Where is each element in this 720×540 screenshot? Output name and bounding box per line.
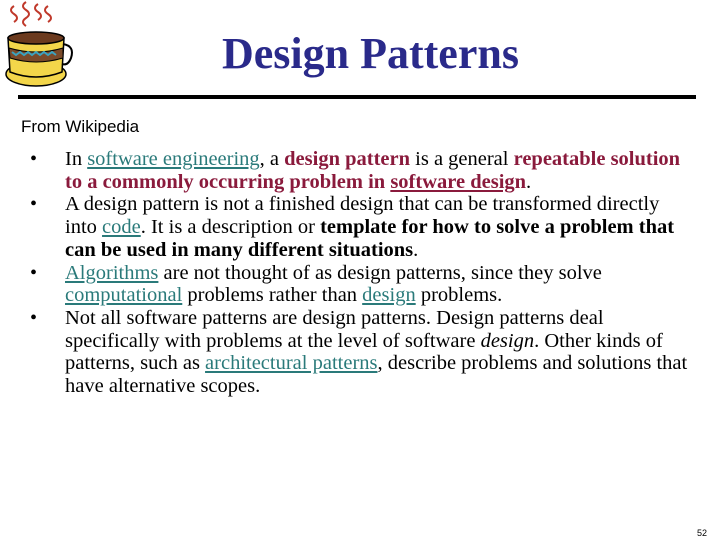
wiki-link[interactable]: Algorithms [65, 261, 159, 284]
bold-text: template for how to solve a problem that can be used in many different situations [65, 216, 675, 261]
wiki-link[interactable]: computational [65, 284, 183, 307]
slide-subtitle: From Wikipedia [21, 117, 140, 136]
bullet-dot-icon: • [30, 261, 38, 284]
wiki-link[interactable]: design [362, 284, 416, 307]
bullet-dot-icon: • [30, 193, 38, 216]
bullet-text: problems. [415, 284, 503, 307]
bullet-text: , a [259, 148, 285, 170]
bullet-text: In [65, 148, 88, 170]
bullet-dot-icon: • [30, 148, 38, 170]
bullet-item [30, 262, 695, 307]
bullet-list [30, 148, 695, 398]
bullet-item [30, 307, 695, 398]
slide-title: Design Patterns [222, 29, 519, 78]
page-number: 52 [697, 528, 708, 538]
bullet-text: . Other kinds of patterns, such as [65, 329, 663, 375]
bullet-text: are not thought of as design patterns, since they solve [158, 261, 602, 284]
emphasized-text: n [514, 170, 527, 193]
emphasized-text: repeatable solution to a commonly occurring problem in [65, 148, 681, 193]
bullet-text: . It is a description or [140, 216, 321, 239]
bullet-item [30, 148, 695, 193]
wiki-link[interactable]: software engineering [87, 148, 260, 170]
wiki-link[interactable]: architectural patterns [205, 352, 378, 375]
emphasized-link[interactable]: software desig [390, 170, 515, 193]
wiki-link[interactable]: code [102, 216, 141, 239]
bullet-text: is a general [410, 148, 514, 170]
bullet-text: problems rather than [182, 284, 363, 307]
bullet-item [30, 193, 695, 261]
bullet-text: Not all software patterns are design patterns. Design patterns deal specifically with problems at the level of software [65, 306, 604, 352]
italic-text: design [480, 329, 535, 352]
bullet-text: . [526, 170, 532, 193]
bullet-text: , describe problems and solutions that have alternative scopes. [65, 352, 688, 398]
bullet-dot-icon: • [30, 306, 38, 329]
title-divider [18, 95, 696, 99]
emphasized-text: design pattern [284, 148, 411, 170]
bullet-text: . [413, 238, 419, 261]
bullet-text: A design pattern is not a finished design that can be transformed directly into [65, 193, 660, 239]
coffee-cup-icon [0, 0, 76, 92]
